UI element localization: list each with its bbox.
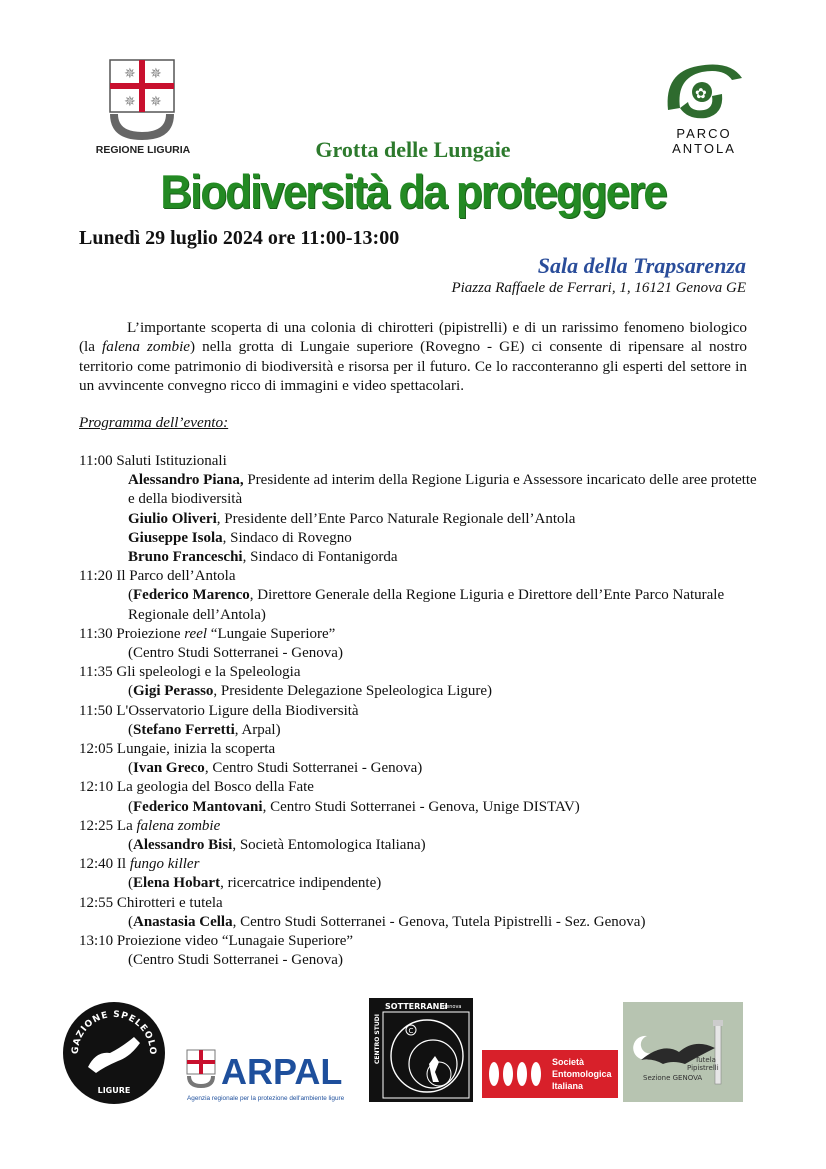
svg-text:Italiana: Italiana	[552, 1081, 584, 1091]
program-item-speaker: (Ivan Greco, Centro Studi Sotterranei - Genova)	[128, 760, 423, 777]
program-item-speaker: (Centro Studi Sotterranei - Genova)	[128, 645, 343, 662]
parco-antola-label: PARCO ANTOLA	[672, 126, 736, 156]
svg-text:C: C	[408, 1027, 414, 1035]
svg-text:DELEGAZIONE SPELEOLOGICA: GAZIONE SPELEOLO	[70, 1009, 158, 1056]
program-item-speaker: Giuseppe Isola, Sindaco di Rovegno	[128, 529, 352, 546]
program-item-speaker: (Federico Mantovani, Centro Studi Sotterranei - Genova, Unige DISTAV)	[128, 798, 580, 815]
tutela-bat-icon	[623, 1002, 743, 1102]
svg-text:genova: genova	[443, 1004, 462, 1010]
event-venue: Sala della Trapsarenza	[537, 253, 746, 278]
svg-text:Entomologica: Entomologica	[552, 1069, 612, 1079]
svg-text:✵: ✵	[150, 66, 162, 82]
svg-text:✵: ✵	[124, 94, 136, 110]
svg-text:✵: ✵	[150, 94, 162, 110]
program-item-time: 11:50 L'Osservatorio Ligure della Biodiversità	[79, 702, 359, 719]
svg-text:Pipistrelli: Pipistrelli	[687, 1064, 719, 1072]
svg-text:CENTRO STUDI: CENTRO STUDI	[374, 1014, 381, 1064]
event-title: Biodiversità da proteggere	[160, 166, 666, 219]
program-item-speaker: (Gigi Perasso, Presidente Delegazione Speleologica Ligure)	[128, 683, 493, 700]
svg-text:LIGURE: LIGURE	[97, 1086, 131, 1095]
liguria-crest-icon	[98, 56, 188, 144]
sei-emblem-icon	[482, 1050, 618, 1098]
program-item-time: 12:10 La geologia del Bosco della Fate	[79, 779, 314, 796]
css-emblem-icon	[369, 998, 473, 1102]
program-item-time: 11:35 Gli speleologi e la Speleologia	[79, 664, 301, 681]
speleo-badge-icon	[62, 1001, 166, 1105]
program-item-time: 11:30 Proiezione reel “Lungaie Superiore”	[79, 625, 336, 642]
regione-liguria-label: REGIONE LIGURIA	[95, 144, 191, 156]
program-item-speaker: (Elena Hobart, ricercatrice indipendente)	[128, 875, 382, 892]
svg-text:SOTTERRANEI: SOTTERRANEI	[385, 1002, 448, 1011]
antola-emblem-icon	[658, 58, 750, 124]
program-item-time: 12:40 Il fungo killer	[79, 856, 200, 873]
program-item-speaker: Bruno Franceschi, Sindaco di Fontanigorda	[128, 549, 398, 566]
program-list	[79, 452, 759, 970]
program-item-time: 12:55 Chirotteri e tutela	[79, 894, 223, 911]
arpal-emblem-icon	[185, 1046, 367, 1104]
program-item-speaker: (Stefano Ferretti, Arpal)	[128, 721, 281, 738]
tutela-pipistrelli-logo	[623, 1002, 743, 1102]
program-item-time: 12:05 Lungaie, inizia la scoperta	[79, 741, 276, 758]
program-heading: Programma dell’evento:	[79, 414, 229, 431]
program-item-speaker: (Anastasia Cella, Centro Studi Sotterranei - Genova, Tutela Pipistrelli - Sez. Genova)	[128, 913, 646, 930]
program-item-speaker: Giulio Oliveri, Presidente dell’Ente Parco Naturale Regionale dell’Antola	[128, 510, 576, 527]
svg-text:Sezione GENOVA: Sezione GENOVA	[643, 1074, 703, 1082]
event-address: Piazza Raffaele de Ferrari, 1, 16121 Genova GE	[451, 280, 746, 296]
intro-paragraph: L’importante scoperta di una colonia di chirotteri (pipistrelli) e di un rarissimo fenomeno biologico (la falena zombie) nella grotta di Lungaie superiore (Rovegno - GE) ci consente di ripensare al nostro territorio come patrimonio di biodiversità e risorsa per il futuro. Ce lo racconteranno gli esperti del settore in un avvincente convegno ricco di immagini e video spettacolari.	[79, 319, 747, 395]
event-date-time: Lunedì 29 luglio 2024 ore 11:00-13:00	[79, 227, 400, 249]
program-item-time: 11:20 Il Parco dell’Antola	[79, 568, 236, 585]
svg-text:✵: ✵	[124, 66, 136, 82]
centro-studi-sotterranei-logo	[369, 998, 473, 1102]
svg-text:✿: ✿	[695, 86, 707, 102]
svg-text:ARPAL: ARPAL	[221, 1051, 343, 1092]
delegazione-speleologica-logo	[62, 1001, 166, 1105]
program-item-speaker: (Federico Marenco, Direttore Generale della Regione Liguria e Direttore dell’Ente Parco Naturale Regionale dell’Antola)	[128, 587, 725, 623]
program-item-time: 11:00 Saluti Istituzionali	[79, 453, 227, 469]
event-subtitle: Grotta delle Lungaie	[315, 137, 511, 162]
svg-text:Società: Società	[552, 1057, 585, 1067]
arpal-logo	[185, 1046, 367, 1104]
program-item-speaker: (Alessandro Bisi, Società Entomologica Italiana)	[128, 837, 426, 854]
societa-entomologica-logo	[482, 1050, 618, 1098]
program-item-speaker: (Centro Studi Sotterranei - Genova)	[128, 952, 343, 969]
program-item-time: 12:25 La falena zombie	[79, 817, 221, 834]
svg-text:Tutela: Tutela	[695, 1056, 716, 1064]
program-item-time: 13:10 Proiezione video “Lunagaie Superiore”	[79, 933, 354, 950]
svg-text:Agenzia regionale per la prote: Agenzia regionale per la protezione dell'ambiente ligure	[187, 1095, 345, 1102]
program-item-speaker: Alessandro Piana, Presidente ad interim della Regione Liguria e Assessore incaricato delle aree protette e della biodiversità	[128, 472, 757, 508]
